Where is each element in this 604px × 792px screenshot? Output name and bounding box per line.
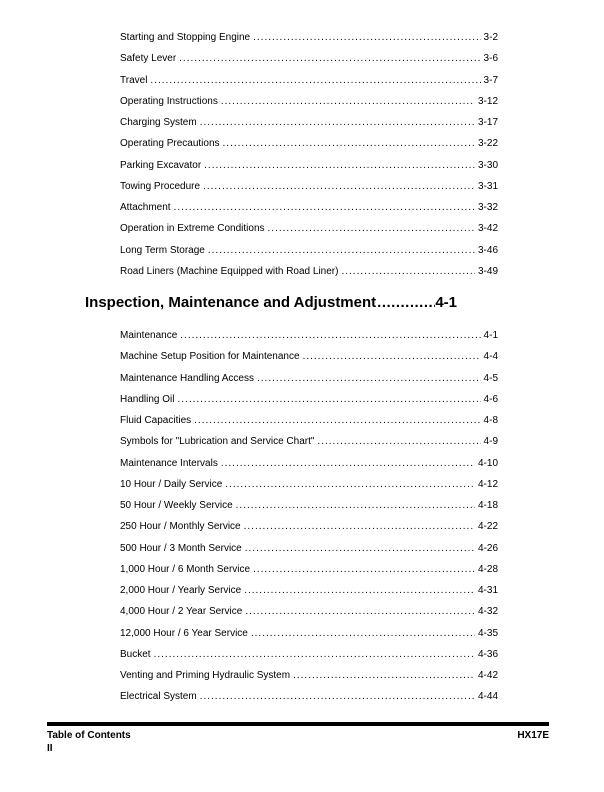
toc-entry-title: Safety Lever [120, 53, 177, 65]
toc-entry-title: Electrical System [120, 691, 197, 703]
toc-entry-title: 250 Hour / Monthly Service [120, 521, 241, 533]
toc-entry-page: 3-32 [477, 202, 498, 213]
toc-entry [120, 623, 498, 644]
footer-right-label: HX17E [517, 730, 549, 741]
dot-leader [293, 665, 475, 686]
toc-entry-title: Parking Excavator [120, 159, 202, 171]
toc-entry-page: 3-17 [477, 117, 498, 128]
toc-entry-title: Operation in Extreme Conditions [120, 223, 265, 235]
toc-entry-page: 4-44 [477, 691, 498, 703]
toc-entry-title: Venting and Priming Hydraulic System [120, 670, 291, 681]
toc-entry-title: Maintenance Handling Access [120, 372, 254, 384]
toc-entry-page: 4-42 [477, 670, 498, 681]
footer-page-number: II [47, 743, 53, 754]
toc-entry-title: 50 Hour / Weekly Service [120, 500, 233, 511]
toc-entry [120, 70, 498, 91]
toc-entry [120, 176, 498, 197]
toc-entry [120, 389, 498, 410]
dot-leader [268, 218, 475, 239]
toc-entry [120, 27, 498, 48]
toc-entry [120, 686, 498, 707]
toc-entry-title: 1,000 Hour / 6 Month Service [120, 563, 251, 575]
toc-entry-page: 4-22 [477, 521, 498, 533]
toc-entry [120, 431, 498, 452]
toc-entry-title: Operating Instructions [120, 95, 218, 107]
dot-leader [317, 431, 480, 452]
dot-leader [180, 325, 480, 346]
toc-entry-title: Maintenance Intervals [120, 457, 218, 469]
dot-leader [245, 538, 475, 559]
toc-entry [120, 112, 498, 133]
section-heading [85, 292, 457, 314]
toc-entry-title: Starting and Stopping Engine [120, 32, 251, 43]
dot-leader [204, 155, 475, 176]
toc-entry [120, 410, 498, 431]
toc-entry-title: Charging System [120, 117, 197, 128]
toc-entry [120, 516, 498, 537]
dot-leader [221, 453, 475, 474]
toc-entry-title: Fluid Capacities [120, 415, 192, 426]
footer-left-label: Table of Contents [47, 730, 131, 741]
dot-leader [244, 580, 475, 601]
toc-entry-page: 4-9 [483, 436, 498, 448]
toc-entry-title: Operating Precautions [120, 138, 220, 150]
toc-entry-page: 3-49 [477, 265, 498, 277]
toc-entry-page: 3-7 [483, 74, 498, 86]
toc-entry [120, 261, 498, 282]
toc-entry-page: 4-10 [477, 457, 498, 469]
toc-entry [120, 91, 498, 112]
toc-entry-page: 4-6 [483, 393, 498, 405]
toc-entry [120, 48, 498, 69]
toc-entry-page: 3-42 [477, 223, 498, 235]
dot-leader [244, 516, 475, 537]
toc-entry-title: Maintenance [120, 330, 178, 341]
dot-leader [208, 240, 475, 261]
toc-entry-title: Machine Setup Position for Maintenance [120, 351, 300, 363]
toc-entry [120, 644, 498, 665]
toc-entry-title: Handling Oil [120, 393, 175, 405]
dot-leader [174, 197, 475, 218]
toc-entry-page: 4-12 [477, 478, 498, 490]
toc-entry-page: 4-18 [477, 500, 498, 511]
dot-leader [203, 176, 475, 197]
toc-entry [120, 601, 498, 622]
toc-entry-page: 3-31 [477, 180, 498, 192]
dot-leader [377, 292, 435, 314]
toc-entry-page: 3-30 [477, 159, 498, 171]
toc-entry-page: 4-1 [483, 330, 498, 341]
dot-leader [257, 368, 481, 389]
toc-entry-title: 2,000 Hour / Yearly Service [120, 585, 242, 596]
footer-rule [47, 722, 549, 726]
toc-entry-page: 4-8 [483, 415, 498, 426]
dot-leader [154, 644, 475, 665]
dot-leader [179, 48, 480, 69]
toc-entry [120, 474, 498, 495]
dot-leader [245, 601, 475, 622]
toc-entry-page: 3-6 [483, 53, 498, 65]
toc-entry-page: 3-46 [477, 244, 498, 256]
toc-entry-page: 4-36 [477, 648, 498, 660]
toc-entry-page: 4-32 [477, 606, 498, 618]
page-footer [47, 722, 549, 755]
dot-leader [194, 410, 480, 431]
toc-entry-title: Towing Procedure [120, 180, 201, 192]
toc-entry [120, 218, 498, 239]
toc-entry-page: 4-4 [483, 351, 498, 363]
toc-entry-page: 4-28 [477, 563, 498, 575]
toc-entry-title: Symbols for "Lubrication and Service Chart" [120, 436, 315, 448]
dot-leader [303, 346, 481, 367]
dot-leader [150, 70, 480, 91]
toc-entry-page: 3-12 [477, 95, 498, 107]
toc-entry [120, 368, 498, 389]
toc-section4-entries [120, 325, 498, 708]
toc-entry-page: 3-22 [477, 138, 498, 150]
toc-entry [120, 665, 498, 686]
toc-entry-page: 3-2 [483, 32, 498, 43]
dot-leader [177, 389, 480, 410]
dot-leader [341, 261, 475, 282]
toc-entry [120, 346, 498, 367]
toc-entry [120, 197, 498, 218]
toc-entry-title: 10 Hour / Daily Service [120, 478, 223, 490]
dot-leader [251, 623, 475, 644]
toc-entry [120, 325, 498, 346]
toc-entry [120, 240, 498, 261]
toc-entry [120, 155, 498, 176]
toc-entry-title: Attachment [120, 202, 171, 213]
toc-entry-page: 4-5 [483, 372, 498, 384]
dot-leader [221, 91, 475, 112]
dot-leader [200, 112, 475, 133]
toc-entry-title: Long Term Storage [120, 244, 205, 256]
toc-entry [120, 559, 498, 580]
toc-entry-page: 4-26 [477, 542, 498, 554]
dot-leader [253, 559, 475, 580]
toc-entry-title: Bucket [120, 648, 151, 660]
toc-entry-title: 12,000 Hour / 6 Year Service [120, 627, 248, 639]
toc-entry-title: Travel [120, 74, 148, 86]
toc-entry-title: 4,000 Hour / 2 Year Service [120, 606, 243, 618]
toc-entry [120, 538, 498, 559]
toc-entry [120, 495, 498, 516]
section-heading-page: 4-1 [435, 294, 457, 311]
dot-leader [223, 133, 475, 154]
toc-entry-page: 4-31 [477, 585, 498, 596]
section-heading-title: Inspection, Maintenance and Adjustment [85, 294, 377, 311]
dot-leader [200, 686, 475, 707]
toc-entry-title: 500 Hour / 3 Month Service [120, 542, 242, 554]
toc-entry [120, 453, 498, 474]
toc-entry-title: Road Liners (Machine Equipped with Road Liner) [120, 265, 339, 277]
toc-entry [120, 133, 498, 154]
dot-leader [253, 27, 480, 48]
toc-entry [120, 580, 498, 601]
toc-entry-page: 4-35 [477, 627, 498, 639]
toc-section3-entries [120, 27, 498, 282]
dot-leader [236, 495, 475, 516]
dot-leader [225, 474, 475, 495]
